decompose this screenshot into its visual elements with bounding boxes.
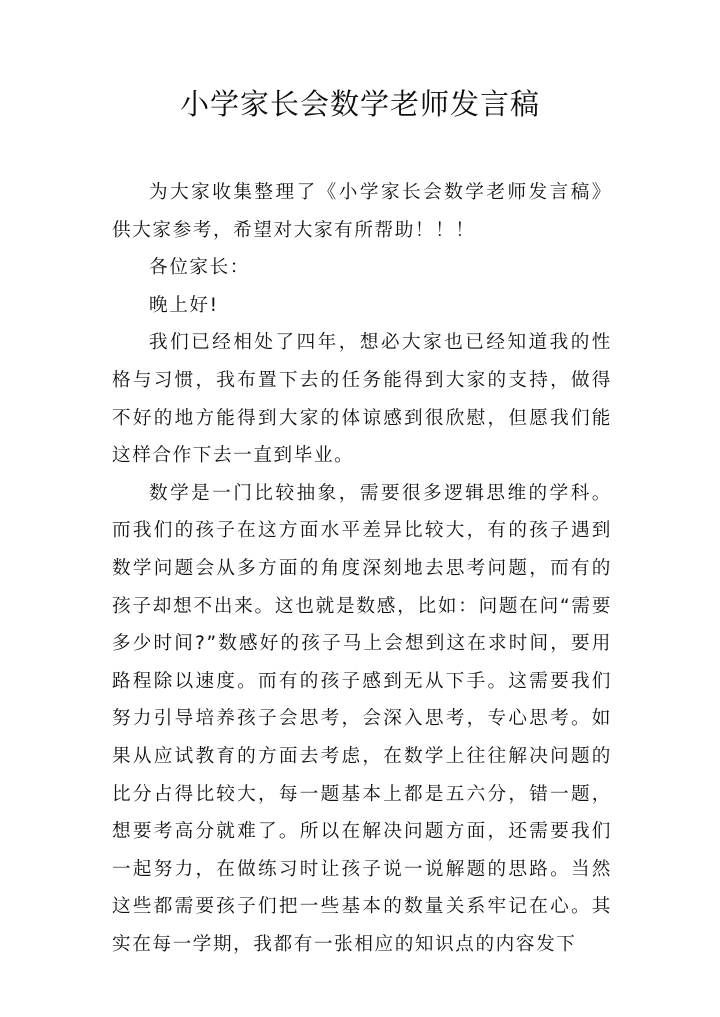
intro-paragraph: 为大家收集整理了《小学家长会数学老师发言稿》供大家参考，希望对大家有所帮助！！！ [112,182,612,241]
document-body [112,174,612,963]
salutation-paragraph: 各位家长： [149,257,250,279]
greeting-paragraph: 晚上好! [149,294,219,316]
document-title: 小学家长会数学老师发言稿 [179,87,540,121]
body-paragraph: 数学是一门比较抽象，需要很多逻辑思维的学科。而我们的孩子在这方面水平差异比较大，有的孩子遇到数学问题会从多方面的角度深刻地去思考问题，而有的孩子却想不出来。这也就是数感，比如：问题在问“需要多少时间?”数感好的孩子马上会想到这在求时间，要用路程除以速度。而有的孩子感到无从下手。这需要我们努力引导培养孩子会思考，会深入思考，专心思考。如果从应试教育的方面去考虑，在数学上往往解决问题的比分占得比较大，每一题基本上都是五六分，错一题，想要考高分就难了。所以在解决问题方面，还需要我们一起努力，在做练习时让孩子说一说解题的思路。当然这些都需要孩子们把一些基本的数量关系牢记在心。其实在每一学期，我都有一张相应的知识点的内容发下 [112,482,612,955]
body-paragraph: 我们已经相处了四年，想必大家也已经知道我的性格与习惯，我布置下去的任务能得到大家的支持，做得不好的地方能得到大家的体谅感到很欣慰，但愿我们能这样合作下去一直到毕业。 [112,332,612,467]
